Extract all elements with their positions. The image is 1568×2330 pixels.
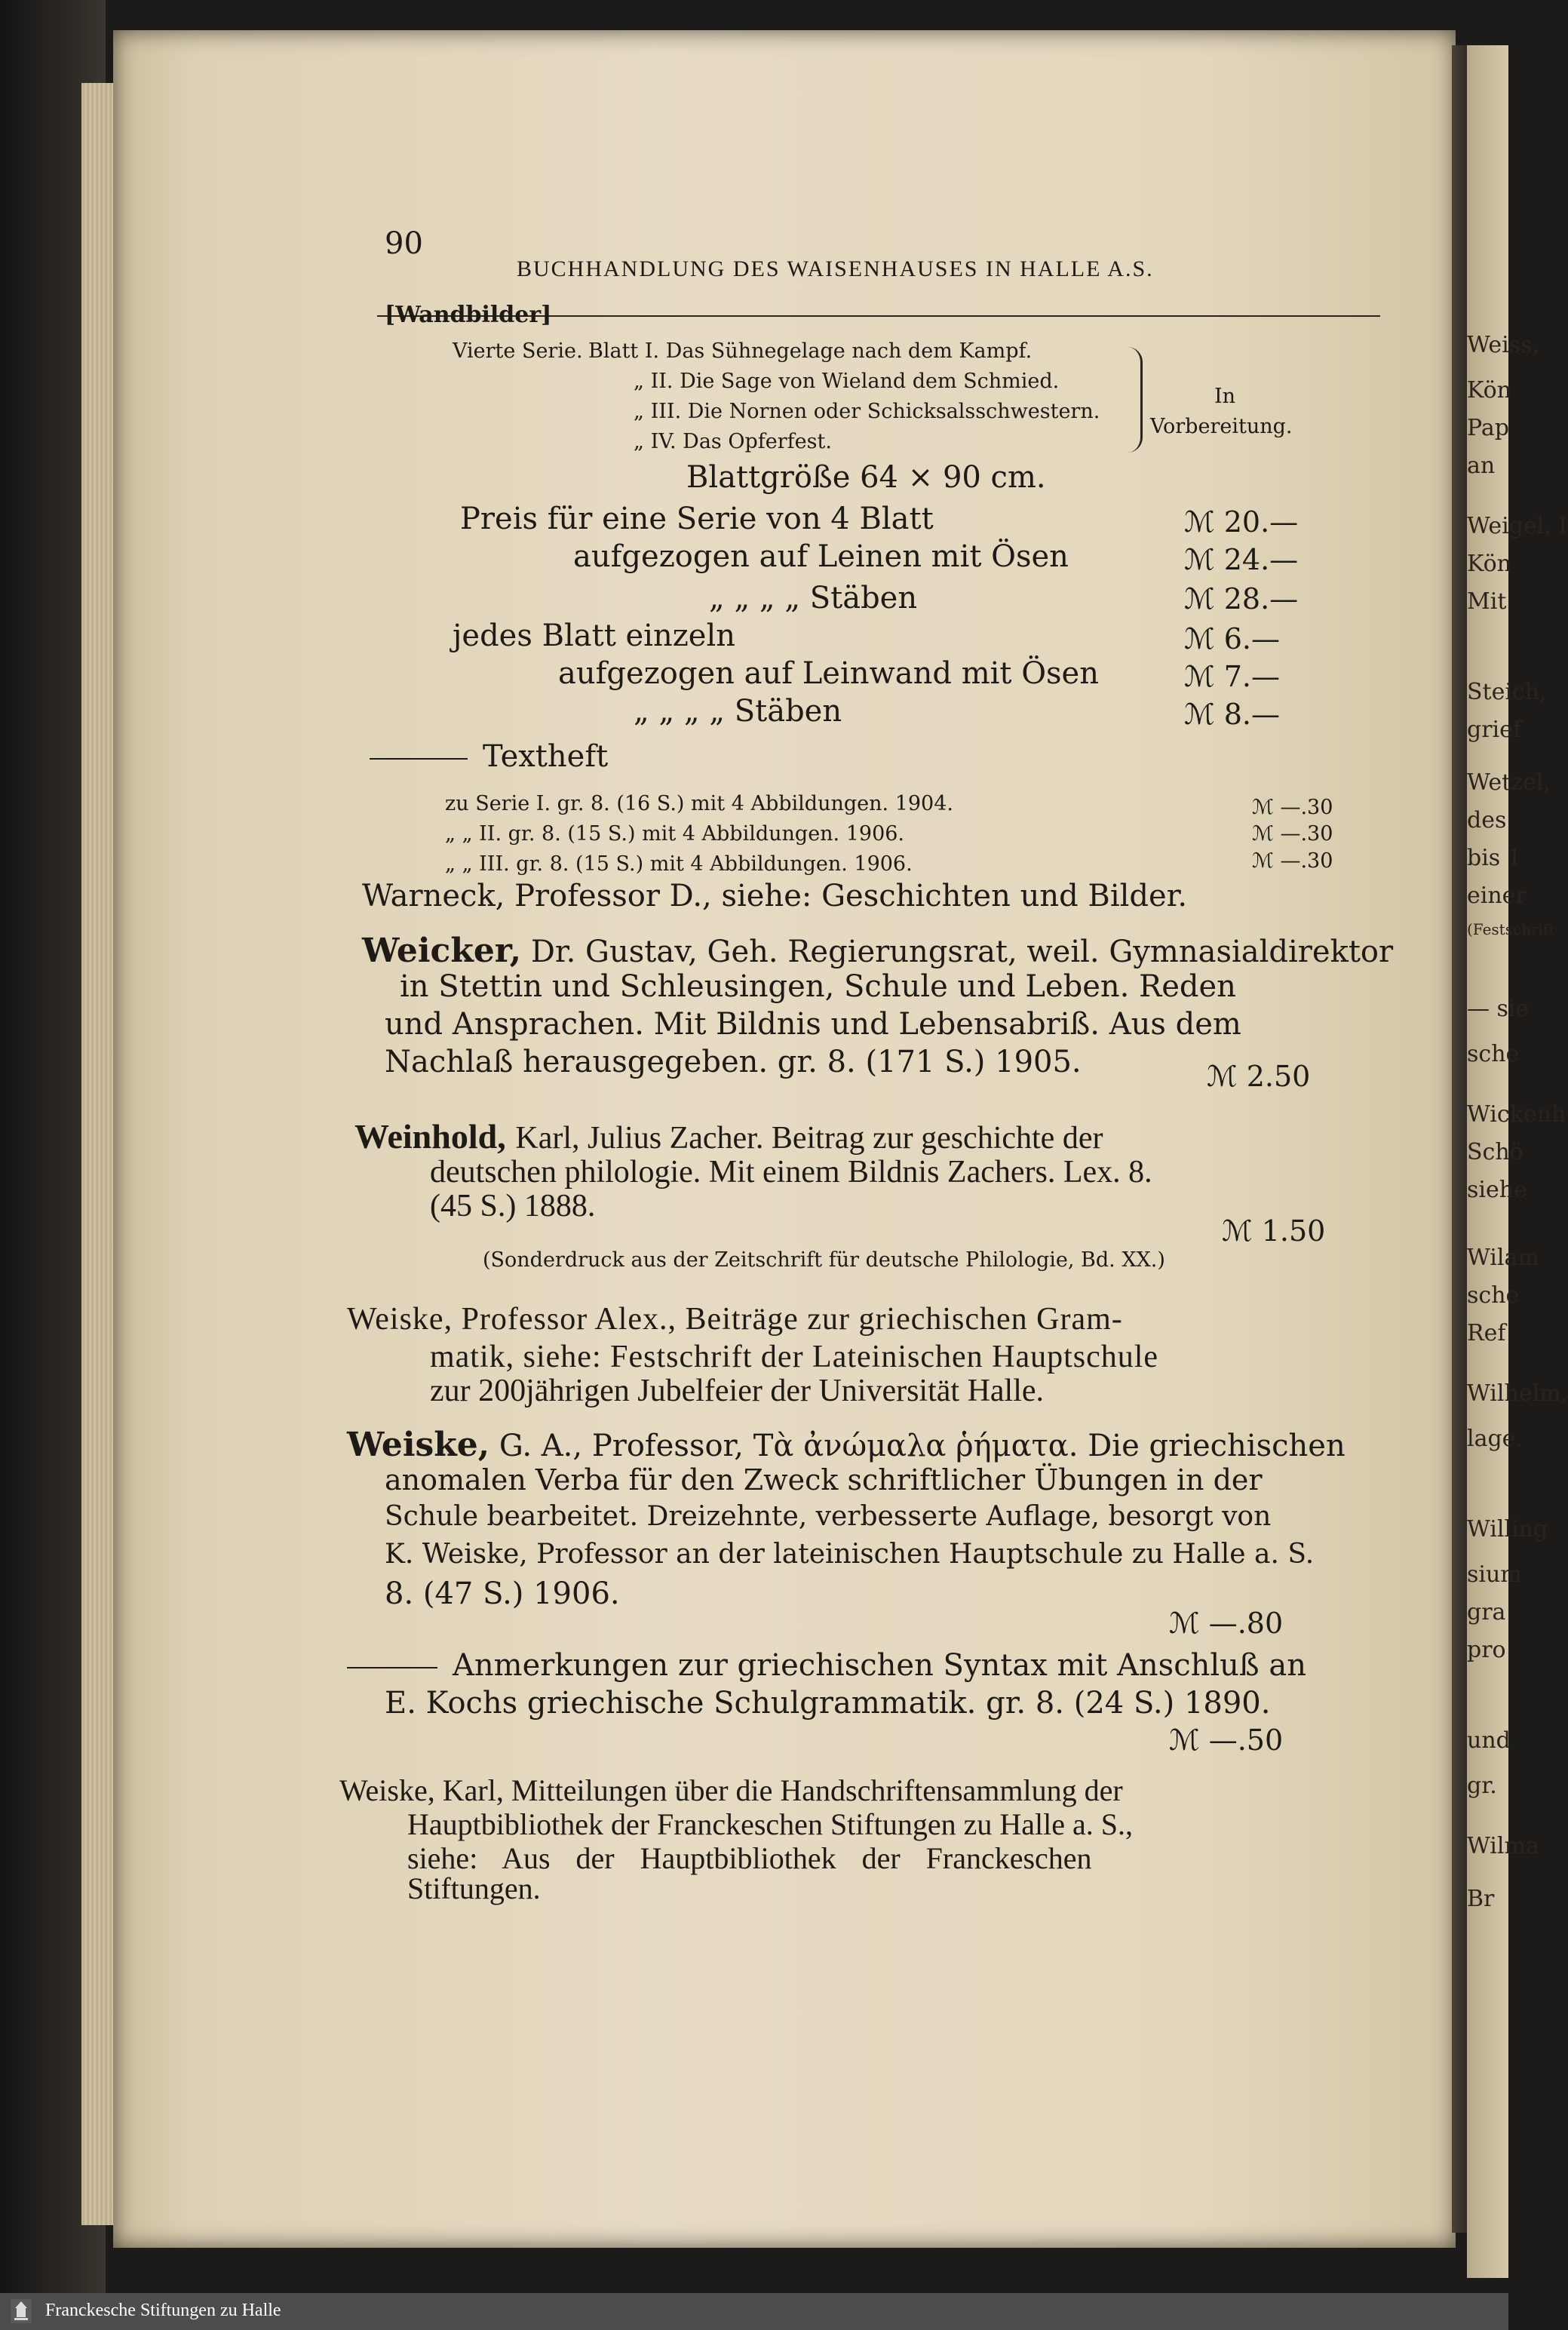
facing-page-text: Willing [1467,1516,1548,1543]
sheet-line: „ III. Die Nornen oder Schicksalsschwestern. [634,400,1100,423]
entry-anmerkungen-line [347,1648,1306,1683]
price: ℳ 8.— [1184,698,1280,731]
entry-weiske-karl-line: siehe: Aus der Hauptbibliothek der Franckeschen [407,1841,1092,1875]
entry-weiske-karl-line: Hauptbibliothek der Franckeschen Stiftungen zu Halle a. S., [407,1807,1133,1841]
facing-page-text: — sie [1467,996,1530,1022]
entry-anmerkungen-line: E. Kochs griechische Schulgrammatik. gr. 8. (24 S.) 1890. [385,1686,1271,1721]
facing-page-text: Wilma [1467,1833,1539,1859]
entry-weiske-ga-line [347,1426,1346,1464]
entry-weiske-karl-line: Stiftungen. [407,1871,541,1905]
facing-page-text: Schö [1467,1139,1524,1165]
facing-page-text: und [1467,1727,1511,1754]
price-row-text: jedes Blatt einzeln [453,619,736,653]
facing-page-text: Wickenh [1467,1101,1566,1128]
price: ℳ 7.— [1184,660,1280,693]
price: ℳ 2.50 [1207,1060,1311,1093]
entry-weiske-karl-line: Weiske, Karl, Mitteilungen über die Handschriftensammlung der [339,1773,1123,1807]
facing-page-text: gr. [1467,1773,1497,1799]
series-label: Vierte Serie. [453,339,583,363]
price: ℳ —.30 [1252,796,1333,819]
footer-credit: Franckesche Stiftungen zu Halle [45,2301,281,2320]
textheft-row: zu Serie I. gr. 8. (16 S.) mit 4 Abbildungen. 1904. [445,792,953,815]
entry-weinhold-line: deutschen philologie. Mit einem Bildnis Zachers. Lex. 8. [430,1155,1152,1190]
entry-note: (Sonderdruck aus der Zeitschrift für deutsche Philologie, Bd. XX.) [483,1248,1165,1272]
price: ℳ —.80 [1169,1607,1284,1640]
textheft-row: „ „ III. gr. 8. (15 S.) mit 4 Abbildungen. 1906. [445,852,913,876]
dash-rule [347,1667,437,1668]
entry-author: Weiske, [347,1426,490,1464]
facing-page-text: Weiss, [1467,332,1540,358]
facing-page-text: Wetzel, [1467,769,1551,796]
entry-weiske-ga-line: K. Weiske, Professor an der lateinischen Hauptschule zu Halle a. S. [385,1539,1315,1570]
facing-page-text: Ref [1467,1320,1506,1346]
facing-page-text: Mit [1467,588,1507,615]
entry-weiske-alex-line: matik, siehe: Festschrift der Lateinischen Hauptschule [430,1340,1159,1374]
facing-page-text: Pap [1467,415,1509,441]
entry-author: Weinhold, [354,1117,506,1156]
institution-logo-icon [11,2299,32,2323]
status-text: Vorbereitung. [1150,415,1293,438]
facing-page-text: sche [1467,1041,1520,1067]
entry-weicker-line: und Ansprachen. Mit Bildnis und Lebensabriß. Aus dem [385,1007,1241,1042]
price-row-text: aufgezogen auf Leinwand mit Ösen [558,656,1099,691]
price: ℳ 20.— [1184,505,1299,539]
entry-weiske-alex-line: zur 200jährigen Jubelfeier der Universität Halle. [430,1374,1045,1408]
textheft-title [370,739,608,774]
price: ℳ —.30 [1252,849,1333,873]
entry-weicker-line: in Stettin und Schleusingen, Schule und Leben. Reden [400,969,1236,1004]
page-number: 90 [385,226,423,261]
facing-page-text: bis 1 [1467,845,1522,871]
facing-page-text: einer [1467,883,1527,909]
entry-text: G. A., Professor, Τὰ ἀνώμαλα ῥήματα. Die griechischen [499,1429,1346,1463]
price: ℳ —.30 [1252,822,1333,846]
running-title: BUCHHANDLUNG DES WAISENHAUSES IN HALLE A.S. [517,256,1154,281]
entry-text: Dr. Gustav, Geh. Regierungsrat, weil. Gymnasialdirektor [530,935,1394,969]
price: ℳ 6.— [1184,622,1280,655]
entry-weicker-line: Nachlaß herausgegeben. gr. 8. (171 S.) 1905. [385,1045,1082,1079]
entry-author: Weicker, [362,932,522,970]
facing-page-text: Kön [1467,551,1511,577]
price: ℳ 1.50 [1222,1214,1326,1248]
price-row-text: Preis für eine Serie von 4 Blatt [460,502,934,536]
sheet-line: Blatt I. Das Sühnegelage nach dem Kampf. [588,339,1033,363]
facing-page-text: Steich, [1467,679,1547,705]
facing-page-text: Wilhelm, [1467,1380,1568,1407]
section-label: [Wandbilder] [385,302,552,328]
price: ℳ 28.— [1184,582,1299,616]
sheet-line: „ IV. Das Opferfest. [634,430,832,453]
facing-page-fragment [1467,45,1568,2278]
brace [1124,347,1143,453]
textheft-row: „ „ II. gr. 8. (15 S.) mit 4 Abbildungen. 1906. [445,822,905,846]
entry-weinhold-line: (45 S.) 1888. [430,1189,596,1223]
facing-page-text: grief [1467,717,1521,743]
facing-page-text: (Festschrift [1467,920,1555,938]
price-row-text: „ „ „ „ Stäben [634,694,842,729]
facing-page-text: lage. [1467,1426,1523,1452]
entry-weiske-ga-line: Schule bearbeitet. Dreizehnte, verbesserte Auflage, besorgt von [385,1501,1272,1532]
entry-weicker-line [362,932,1393,970]
price-row-text: „ „ „ „ Stäben [709,581,918,616]
entry-weiske-alex-line: Weiske, Professor Alex., Beiträge zur griechischen Gram- [347,1302,1123,1337]
price-row-text: aufgezogen auf Leinen mit Ösen [573,539,1069,574]
facing-page-text: sium [1467,1561,1522,1588]
facing-page-text: sche [1467,1282,1520,1309]
facing-page-text: Kön [1467,377,1511,404]
facing-page-text: des [1467,807,1507,833]
viewer-footer [0,2293,1508,2330]
facing-page-text: Weigel, I [1467,513,1568,539]
price: ℳ —.50 [1169,1724,1284,1757]
sheet-size: Blattgröße 64 × 90 cm. [686,460,1046,495]
entry-warneck: Warneck, Professor D., siehe: Geschichten und Bilder. [362,879,1188,913]
facing-page-text: an [1467,453,1496,479]
entry-weinhold-line [354,1116,1103,1156]
dash-rule [370,758,468,760]
facing-page-text: gra [1467,1599,1506,1625]
sheet-line: „ II. Die Sage von Wieland dem Schmied. [634,370,1060,393]
facing-page-text: Br [1467,1886,1495,1912]
status-text: In [1214,385,1236,408]
textheft-label: Textheft [483,739,609,774]
entry-weiske-ga-line: anomalen Verba für den Zweck schriftlicher Übungen in der [385,1463,1263,1497]
facing-page-text: Wilam [1467,1245,1539,1271]
price: ℳ 24.— [1184,543,1299,576]
facing-page-text: pro [1467,1637,1506,1663]
entry-text: Karl, Julius Zacher. Beitrag zur geschichte der [515,1121,1103,1156]
entry-text: Anmerkungen zur griechischen Syntax mit Anschluß an [453,1648,1306,1683]
facing-page-text: siehe [1467,1177,1527,1203]
entry-weiske-ga-line: 8. (47 S.) 1906. [385,1576,620,1611]
